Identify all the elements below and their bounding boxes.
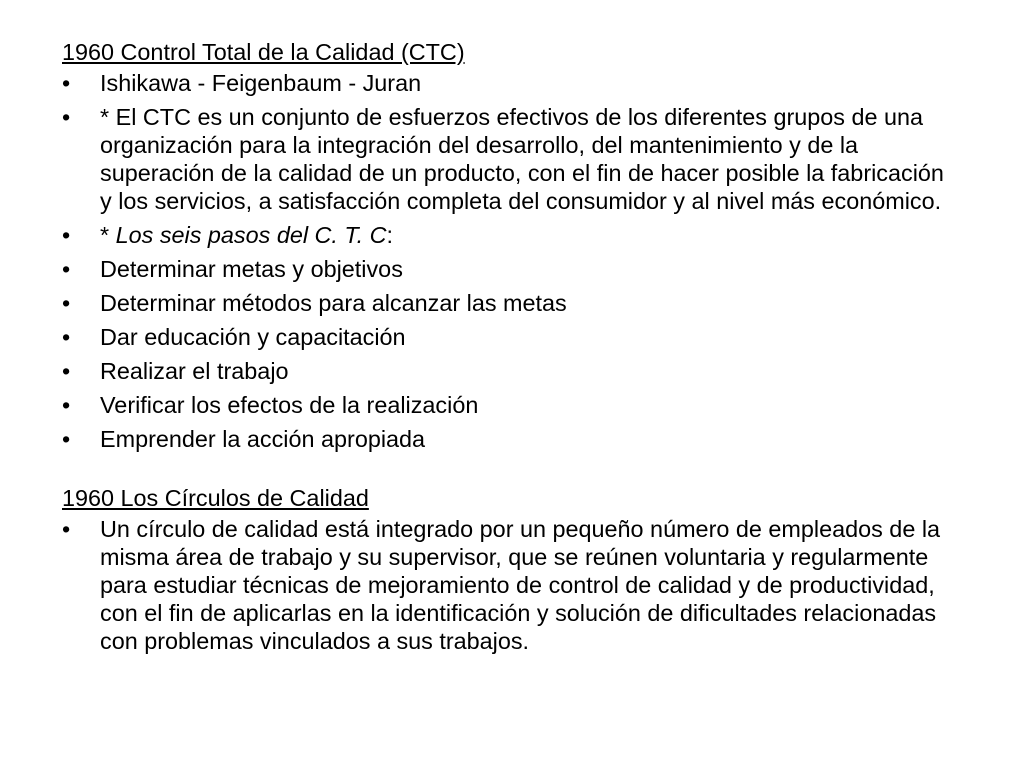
list-item-step-2	[62, 289, 962, 317]
list-item-six-steps	[62, 221, 962, 249]
quality-circles-bullet-list	[62, 515, 962, 655]
bullet-icon: •	[62, 290, 71, 316]
bullet-icon: •	[62, 70, 71, 96]
bullet-icon: •	[62, 392, 71, 418]
step-text: Determinar metas y objetivos	[100, 256, 403, 282]
bullet-icon: •	[62, 426, 71, 452]
authors-text: Ishikawa - Feigenbaum - Juran	[100, 70, 422, 96]
slide-content	[62, 35, 962, 661]
section-heading-ctc: 1960 Control Total de la Calidad (CTC)	[62, 39, 465, 65]
circle-definition-text: Un círculo de calidad está integrado por un pequeño número de empleados de la misma área de trabajo y su supervisor, que se reúnen voluntaria y regularmente para estudiar técnicas de mejoramiento de control de calidad y de productividad, con el fin de aplicarlas en la identificación y solución de dificultades relacionadas con problemas vinculados a sus trabajos.	[100, 516, 941, 654]
list-item-step-6	[62, 425, 962, 453]
list-item-authors	[62, 69, 962, 97]
step-text: Dar educación y capacitación	[100, 324, 406, 350]
bullet-icon: •	[62, 256, 71, 282]
section-heading-quality-circles: 1960 Los Círculos de Calidad	[62, 485, 369, 511]
six-steps-title: Los seis pasos del C. T. C	[115, 222, 387, 248]
step-text: Determinar métodos para alcanzar las metas	[100, 290, 567, 316]
list-item-circle-definition	[62, 515, 962, 655]
ctc-bullet-list	[62, 69, 962, 453]
bullet-icon: •	[62, 324, 71, 350]
step-text: Realizar el trabajo	[100, 358, 289, 384]
list-item-step-5	[62, 391, 962, 419]
list-item-step-1	[62, 255, 962, 283]
list-item-step-4	[62, 357, 962, 385]
bullet-icon: •	[62, 222, 71, 248]
list-item-ctc-definition	[62, 103, 962, 215]
list-item-step-3	[62, 323, 962, 351]
six-steps-prefix: *	[100, 222, 116, 248]
step-text: Verificar los efectos de la realización	[100, 392, 479, 418]
six-steps-suffix: :	[386, 222, 393, 248]
bullet-icon: •	[62, 516, 71, 542]
step-text: Emprender la acción apropiada	[100, 426, 426, 452]
ctc-definition-text: * El CTC es un conjunto de esfuerzos efectivos de los diferentes grupos de una organización para la integración del desarrollo, del mantenimiento y de la superación de la calidad de un producto, con el fin de hacer posible la fabricación y los servicios, a satisfacción completa del consumidor y al nivel más económico.	[100, 104, 944, 214]
bullet-icon: •	[62, 358, 71, 384]
bullet-icon: •	[62, 104, 71, 130]
